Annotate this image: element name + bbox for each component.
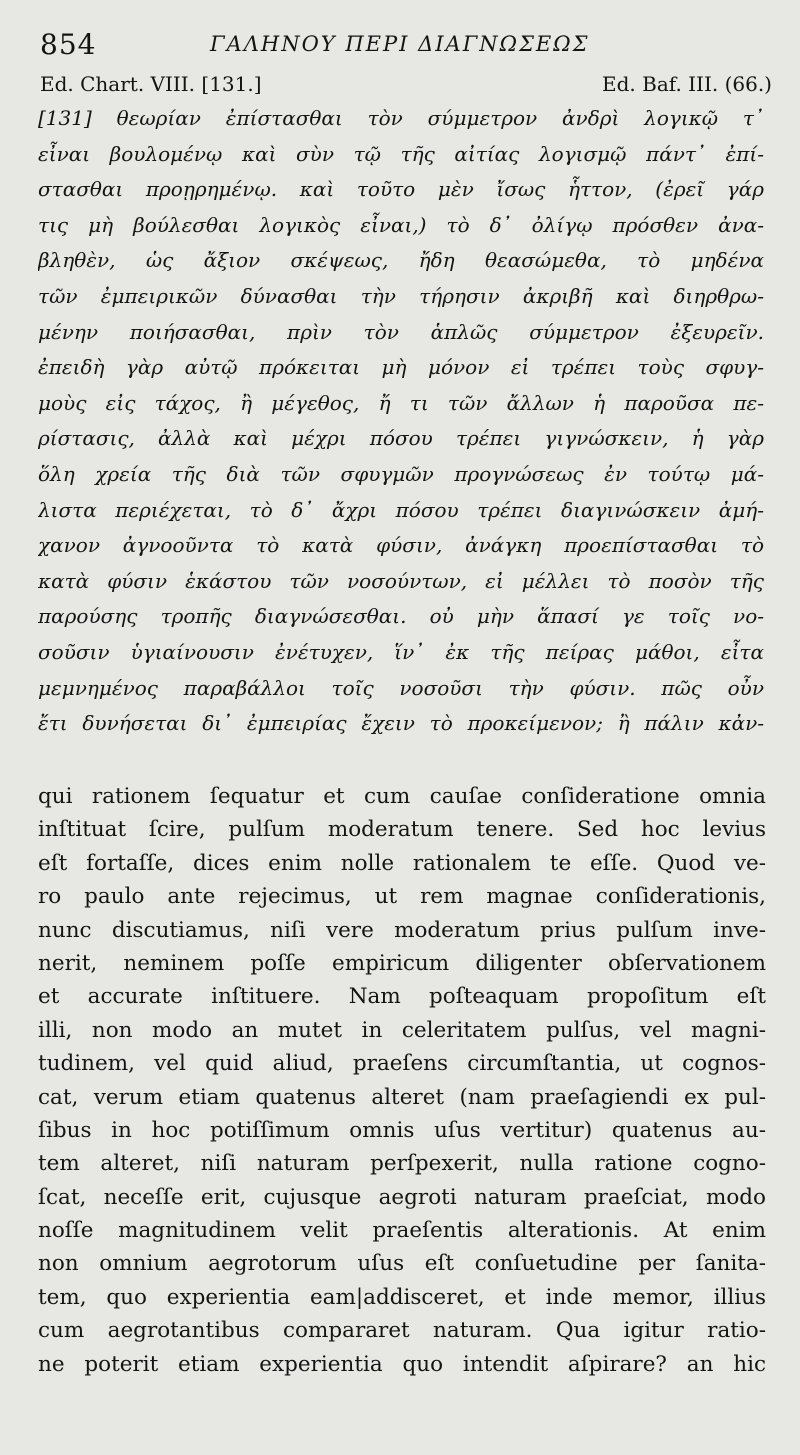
greek-line: ἐπειδὴ γὰρ αὐτῷ πρόκειται μὴ μόνον εἰ τρέπει τοὺς σφυγ- xyxy=(38,355,764,380)
greek-line: σοῦσιν ὑγιαίνουσιν ἐνέτυχεν, ἵν᾽ ἐκ τῆς πείρας μάθοι, εἶτα xyxy=(38,639,764,664)
greek-line: ἔτι δυνήσεται δι᾽ ἐμπειρίας ἔχειν τὸ προκείμενον; ἢ πάλιν κἀν- xyxy=(38,711,764,736)
latin-line: ſibus in hoc potiſſimum omnis uſus vertitur) quatenus au- xyxy=(38,1117,766,1143)
latin-line: non omnium aegrotorum uſus eſt conſuetudine per ſanita- xyxy=(38,1251,766,1277)
latin-line: tem, quo experientia eam|addisceret, et inde memor, illius xyxy=(38,1284,766,1310)
latin-line: eſt fortaſſe, dices enim nolle rationalem te eſſe. Quod ve- xyxy=(38,850,766,876)
latin-line: nerit, neminem poſſe empiricum diligenter obſervationem xyxy=(38,950,766,976)
greek-line: ὅλη χρεία τῆς διὰ τῶν σφυγμῶν προγνώσεως ἐν τούτῳ μά- xyxy=(38,461,764,486)
latin-line: nunc discutiamus, niſi vere moderatum prius pulſum inve- xyxy=(38,917,766,943)
latin-line: ne poterit etiam experientia quo intendit aſpirare? an hic xyxy=(38,1351,766,1377)
greek-line: τις μὴ βούλεσθαι λογικὸς εἶναι,) τὸ δ᾽ ὀλίγῳ πρόσθεν ἀνα- xyxy=(38,212,764,237)
greek-line: στασθαι προῃρημένῳ. καὶ τοῦτο μὲν ἴσως ἧττον, (ἐρεῖ γάρ xyxy=(38,177,764,202)
latin-line: et accurate inſtituere. Nam poſteaquam propoſitum eſt xyxy=(38,984,766,1010)
latin-line: inſtituat ſcire, pulſum moderatum tenere. Sed hoc levius xyxy=(38,817,766,843)
greek-line: λιστα περιέχεται, τὸ δ᾽ ἄχρι πόσου τρέπει διαγινώσκειν ἀμή- xyxy=(38,497,764,522)
greek-line: βληθὲν, ὡς ἄξιον σκέψεως, ἤδη θεασώμεθα, τὸ μηδένα xyxy=(38,248,764,273)
edition-basel: Ed. Baf. III. (66.) xyxy=(602,72,772,96)
latin-line: cat, verum etiam quatenus alteret (nam praeſagiendi ex pul- xyxy=(38,1084,766,1110)
greek-line: μεμνημένος παραβάλλοι τοῖς νοσοῦσι τὴν φύσιν. πῶς οὖν xyxy=(38,675,764,700)
greek-line: παρούσης τροπῆς διαγνώσεσθαι. οὐ μὴν ἅπασί γε τοῖς νο- xyxy=(38,604,764,629)
edition-chartier: Ed. Chart. VIII. [131.] xyxy=(40,72,262,96)
latin-line: cum aegrotantibus compararet naturam. Qua igitur ratio- xyxy=(38,1318,766,1344)
latin-line: tudinem, vel quid aliud, praeſens circumſtantia, ut cognos- xyxy=(38,1051,766,1077)
latin-text-block xyxy=(38,780,766,1381)
greek-line: μοὺς εἰς τάχος, ἢ μέγεθος, ἤ τι τῶν ἄλλων ἡ παροῦσα πε- xyxy=(38,390,764,415)
latin-line: tem alteret, niſi naturam perſpexerit, nulla ratione cogno- xyxy=(38,1151,766,1177)
greek-line: εἶναι βουλομένῳ καὶ σὺν τῷ τῆς αἰτίας λογισμῷ πάντ᾽ ἐπί- xyxy=(38,141,764,166)
latin-line: illi, non modo an mutet in celeritatem pulſus, vel magni- xyxy=(38,1017,766,1043)
greek-line: ρίστασις, ἀλλὰ καὶ μέχρι πόσου τρέπει γιγνώσκειν, ἡ γὰρ xyxy=(38,426,764,451)
greek-line: τῶν ἐμπειρικῶν δύνασθαι τὴν τήρησιν ἀκριβῆ καὶ διηρθρω- xyxy=(38,283,764,308)
running-title: ΓΑΛΗΝΟΥ ΠΕΡΙ ΔΙΑΓΝΩΣΕΩΣ xyxy=(210,32,590,56)
edition-references xyxy=(40,72,772,102)
running-head xyxy=(40,28,770,68)
latin-line: noſſe magnitudinem velit praeſentis alterationis. At enim xyxy=(38,1218,766,1244)
greek-line: μένην ποιήσασθαι, πρὶν τὸν ἁπλῶς σύμμετρον ἐξευρεῖν. xyxy=(38,319,764,344)
greek-line: χανον ἀγνοοῦντα τὸ κατὰ φύσιν, ἀνάγκη προεπίστασθαι τὸ xyxy=(38,533,764,558)
latin-line: qui rationem ſequatur et cum cauſae conſideratione omnia xyxy=(38,784,766,809)
latin-line: ro paulo ante rejecimus, ut rem magnae conſiderationis, xyxy=(38,884,766,910)
greek-line: [131] θεωρίαν ἐπίστασθαι τὸν σύμμετρον ἀνδρὶ λογικῷ τ᾽ xyxy=(38,106,764,130)
greek-text-block xyxy=(38,101,764,742)
page-number: 854 xyxy=(40,28,97,61)
greek-line: κατὰ φύσιν ἑκάστου τῶν νοσούντων, εἰ μέλλει τὸ ποσὸν τῆς xyxy=(38,568,764,593)
latin-line: ſcat, neceſſe erit, cujusque aegroti naturam praeſciat, modo xyxy=(38,1184,766,1210)
